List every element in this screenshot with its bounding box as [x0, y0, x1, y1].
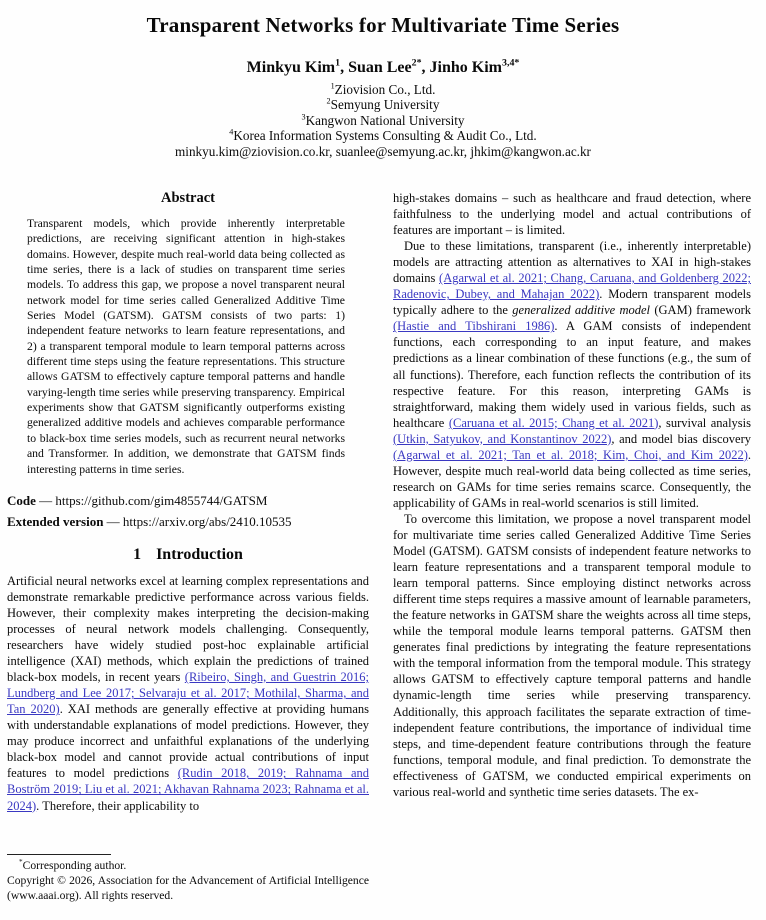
text-run: (GAM) framework [650, 303, 751, 318]
copyright-note: Copyright © 2026, Association for the Advancement of Artificial Intelligence (www.aaai.org). All rights reserved. [7, 874, 369, 903]
footnote-rule [7, 854, 111, 855]
intro-paragraph [7, 573, 369, 814]
text-run: high-stakes domains – such as healthcare and fraud detection, where faithfulness to the underlying model and actual contributions of features are important – is limited. [393, 191, 751, 238]
text-run: . A GAM consists of independent functions, each corresponding to an input feature, and makes predictions as a linear combination of these functions (e.g., the sum of all functions). Therefore, each function reflects the contribution of its respective feature. For this reason, interpreting GAMs is straightforward, making them widely used in various fields, such as healthcare [393, 319, 751, 430]
abstract-text: Transparent models, which provide inherently interpretable predictions, are receiving significant attention in high-stakes domains. However, despite much real-world data being collected as time series, there is a lack of studies on transparent time series models. To address this gap, we propose a novel transparent neural network model for time series called Generalized Additive Time Series Model (GATSM). GATSM consists of two parts: 1) independent feature networks to learn feature representations, and 2) a transparent temporal module to learn temporal patterns across different time steps using the feature representations. This structure allows GATSM to effectively capture temporal patterns and handle varying-length time series while preserving transparency. Empirical experiments show that GATSM significantly outperforms existing generalized additive models and achieves comparable performance to black-box time series models, such as recurrent neural networks and Transformer. In addition, we demonstrate that GATSM finds interesting patterns in time series. [27, 217, 345, 476]
affiliation-superscript: 4 [229, 127, 234, 137]
affiliations-block [0, 82, 766, 144]
paragraph [393, 190, 751, 238]
text-run: Due to these limitations, transparent (i.e., inherently interpretable) models are attracting attention as alternatives to XAI in high-stakes domains [393, 239, 751, 286]
section-number: 1 [133, 545, 142, 563]
text-run: , Suan Lee [340, 59, 412, 76]
text-run: — https://github.com/gim4855744/GATSM [35, 492, 268, 508]
text-run: Artificial neural networks excel at learning complex representations and demonstrate remarkable predictive performance across various fields. However, their complexity makes interpreting the decision-making processes of neural network models challenging. Consequently, researchers have widely studied post-hoc explainable artificial intelligence (XAI) methods, which explain the predictions of trained black-box models, in recent years [7, 573, 369, 685]
paper-title: Transparent Networks for Multivariate Time Series [146, 13, 620, 37]
paragraph [393, 511, 751, 800]
bold-text: Code [7, 492, 36, 508]
left-column [7, 190, 369, 814]
code-link-line [7, 491, 369, 510]
citation-link[interactable]: (Caruana et al. 2015; Chang et al. 2021) [448, 415, 659, 430]
citation-link[interactable]: (Hastie and Tibshirani 1986) [393, 319, 555, 334]
affiliation-superscript: 1 [330, 81, 335, 91]
affiliation-name: Korea Information Systems Consulting & Audit Co., Ltd. [233, 128, 537, 144]
footnote-block [7, 854, 369, 904]
affiliation-superscript: 3 [301, 112, 306, 122]
citation-link[interactable]: (Utkin, Satyukov, and Konstantinov 2022) [393, 431, 612, 446]
paper-header [0, 0, 766, 159]
citation-link[interactable]: (Agarwal et al. 2021; Tan et al. 2018; Kim, Choi, and Kim 2022) [393, 447, 748, 462]
corresponding-author-note [7, 858, 369, 873]
citation-link[interactable]: (Ribeiro, Singh, and Guestrin 2016; Lundberg and Lee 2017; Selvaraju et al. 2017; Mothilal, Sharma, and Tan 2020) [7, 670, 370, 717]
text-run: , and model bias discovery [611, 431, 751, 446]
text-run: . XAI methods are generally effective at providing humans with understandable explanations of model predictions. However, they may produce incorrect and unfaithful explanations of the underlying black-box model and cannot provide actual contributions of input features to model predictions [7, 702, 369, 781]
affiliation-name: Semyung University [330, 97, 440, 113]
italic-text: generalized additive model [512, 303, 651, 318]
text-run: — https://arxiv.org/abs/2410.10535 [103, 513, 292, 529]
affiliation-line [0, 113, 766, 128]
text-run: , Jinho Kim [421, 59, 503, 76]
citation-link[interactable]: (Rudin 2018, 2019; Rahnama and Boström 2019; Liu et al. 2021; Akhavan Rahnama 2023; Rahnama et al. 2024) [7, 766, 369, 813]
section-title: Introduction [156, 545, 243, 563]
text-run: Minkyu Kim [246, 59, 336, 76]
text-run: . However, despite much real-world data being collected as time series, research on GAMs for time series remains scarce. Consequently, the applicability of GAMs in real-world scenarios is still limited. [393, 447, 751, 510]
paragraph [393, 238, 751, 511]
text-run: , survival analysis [658, 415, 751, 430]
superscript: 1 [335, 57, 341, 69]
authors-line [0, 59, 766, 77]
affiliation-line [0, 128, 766, 143]
superscript: * [19, 858, 23, 867]
affiliation-superscript: 2 [326, 97, 331, 107]
affiliation-line [0, 82, 766, 97]
author-emails: minkyu.kim@ziovision.co.kr, suanlee@semyung.ac.kr, jhkim@kangwon.ac.kr [175, 143, 591, 159]
section-heading-introduction [7, 546, 369, 564]
affiliation-name: Ziovision Co., Ltd. [334, 82, 436, 97]
text-run: . Modern transparent models typically adhere to the [393, 287, 751, 318]
superscript: 3,4* [502, 57, 520, 69]
abstract-heading: Abstract [161, 190, 215, 206]
text-run: . Therefore, their applicability to [36, 798, 200, 813]
text-run: Corresponding author. [22, 859, 127, 872]
superscript: 2* [411, 57, 422, 69]
affiliation-name: Kangwon National University [305, 112, 465, 128]
affiliation-line [0, 97, 766, 112]
text-run: To overcome this limitation, we propose a novel transparent model for multivariate time series called Generalized Additive Time Series Model (GATSM). GATSM consists of independent feature networks to learn feature representations and a transparent temporal module to learn temporal patterns. Since employing distinct networks across different time steps requires a massive amount of learnable parameters, the feature networks in GATSM share the weights across all time steps, while the temporal module learns temporal patterns. GATSM then generates final predictions by integrating the feature representations with the temporal information from the temporal module. This strategy allows GATSM to effectively capture temporal patterns and handle dynamic-length time series while preserving transparency. Additionally, this approach facilitates the separate extraction of time-independent feature contributions, the importance of individual time steps, and time-dependent feature contributions through the feature functions, temporal module, and final prediction. To demonstrate the effectiveness of GATSM, we conducted empirical experiments on various real-world and synthetic time series datasets. The ex- [393, 511, 751, 799]
bold-text: Extended version [7, 513, 104, 529]
right-column [393, 190, 751, 800]
extended-version-line [7, 512, 369, 531]
citation-link[interactable]: (Agarwal et al. 2021; Chang, Caruana, and Goldenberg 2022; Radenovic, Dubey, and Mahajan 2022) [393, 271, 751, 302]
